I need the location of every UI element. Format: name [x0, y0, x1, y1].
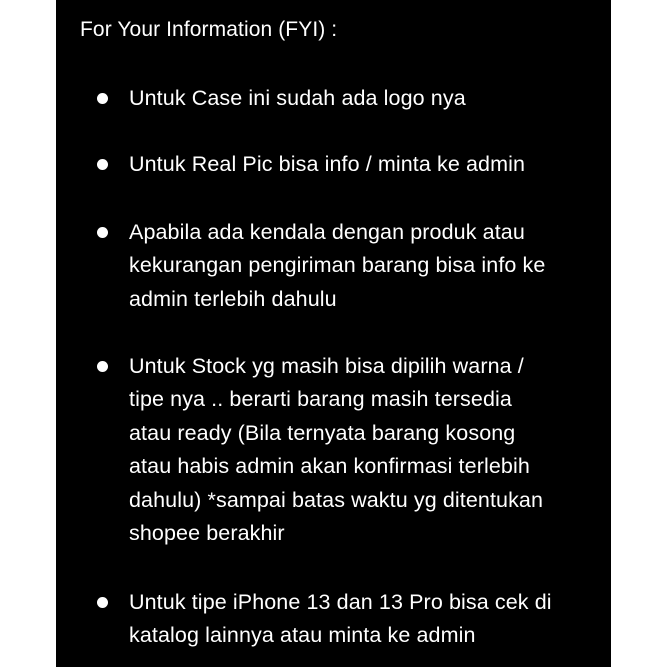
text-line: atau ready (Bila ternyata barang kosong — [129, 420, 516, 445]
bullet-icon — [97, 361, 108, 372]
list-item-text — [129, 82, 599, 115]
bullet-icon — [97, 93, 108, 104]
list-item-text — [129, 216, 599, 316]
list-item-text — [129, 586, 599, 653]
bullet-icon — [97, 227, 108, 238]
text-line: katalog lainnya atau minta ke admin — [129, 623, 476, 648]
list-item-text — [129, 148, 599, 181]
text-line: admin terlebih dahulu — [129, 286, 337, 311]
list-item-text — [129, 350, 599, 550]
info-panel — [56, 0, 611, 667]
text-line: shopee berakhir — [129, 521, 285, 546]
text-line: Untuk tipe iPhone 13 dan 13 Pro bisa cek di — [129, 590, 552, 614]
text-line: dahulu) *sampai batas waktu yg ditentukan — [129, 487, 544, 512]
text-line: kekurangan pengiriman barang bisa info ke — [129, 253, 546, 278]
text-line: tipe nya .. berarti barang masih tersedia — [129, 387, 512, 412]
text-line: Untuk Case ini sudah ada logo nya — [129, 86, 466, 110]
text-line: Untuk Real Pic bisa info / minta ke admin — [129, 152, 526, 176]
text-line: Apabila ada kendala dengan produk atau — [129, 220, 525, 244]
text-line: Untuk Stock yg masih bisa dipilih warna / — [129, 354, 524, 378]
text-line: atau habis admin akan konfirmasi terlebih — [129, 454, 530, 479]
fyi-heading: For Your Information (FYI) : — [80, 18, 338, 41]
bullet-icon — [97, 159, 108, 170]
bullet-icon — [97, 597, 108, 608]
